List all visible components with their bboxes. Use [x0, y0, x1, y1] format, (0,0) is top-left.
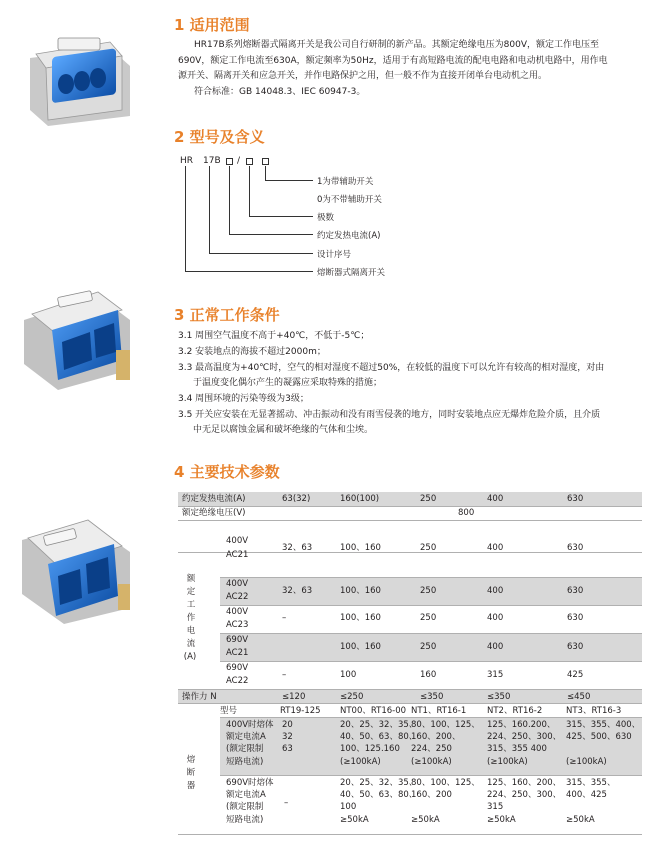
- table-cell: ≤250: [340, 692, 364, 702]
- table-cell-line: 315、355、400、: [566, 720, 641, 730]
- fuse-label: [184, 754, 198, 793]
- table-cell-line: 315、355、: [566, 778, 616, 788]
- row-insul-label: 额定绝缘电压(V): [182, 508, 246, 518]
- table-cell-line: 80、100、125、: [411, 778, 480, 788]
- intro-line-3: 源开关、隔离开关和应急开关，并作电路保护之用，但一般不作为直接开闭单台电动机之用。: [178, 71, 548, 81]
- row-insul-value: 800: [458, 508, 475, 518]
- table-cell: [487, 777, 561, 826]
- table-cell-line: (≥100kA): [340, 756, 381, 767]
- cell: 250: [420, 494, 437, 504]
- table-cell: 690V: [226, 663, 249, 673]
- condition-3-5-cont: 中无足以腐蚀金属和破坏绝缘的气体和尘埃。: [193, 425, 374, 435]
- section-3-title: 3 正常工作条件: [174, 306, 280, 324]
- table-cell-line: (≥100kA): [487, 756, 528, 767]
- table-cell: RT19-125: [280, 706, 321, 716]
- table-cell: 630: [567, 543, 584, 553]
- table-cell: 690V: [226, 635, 249, 645]
- model-desc-type: 熔断器式隔离开关: [317, 268, 386, 278]
- table-cell-line: 作: [186, 613, 196, 623]
- model-series-17b: 17B: [203, 156, 221, 166]
- table-cell: 400: [487, 586, 504, 596]
- model-slash: /: [237, 156, 241, 166]
- table-cell: AC22: [226, 676, 249, 686]
- table-cell: NT1、RT16-1: [411, 706, 467, 716]
- table-cell: 400V: [226, 579, 249, 589]
- table-cell: 250: [420, 642, 437, 652]
- table-cell-line: ≥50kA: [566, 814, 595, 825]
- cell: 630: [567, 494, 584, 504]
- table-cell: 160: [420, 670, 437, 680]
- table-cell: 630: [567, 613, 584, 623]
- model-desc-aux-1: 1为带辅助开关: [317, 177, 374, 187]
- section-2-title: 2 型号及含义: [174, 128, 265, 146]
- table-cell-line: 32: [282, 732, 293, 743]
- table-cell-line: ≥50kA: [411, 814, 440, 825]
- table-cell: AC22: [226, 592, 249, 602]
- section-4-title: 4 主要技术参数: [174, 463, 280, 481]
- table-cell-line: 额定电流A: [226, 732, 266, 743]
- cell: 400: [487, 494, 504, 504]
- table-cell-line: 短路电流): [226, 814, 264, 825]
- table-cell: [566, 777, 615, 826]
- table-cell-line: 400、425: [566, 790, 607, 801]
- table-cell-line: 315、355 400: [487, 744, 547, 755]
- table-cell: 400V: [226, 536, 249, 546]
- model-desc-aux-0: 0为不带辅助开关: [317, 195, 382, 205]
- table-cell: –: [282, 670, 287, 680]
- table-cell: 400: [487, 642, 504, 652]
- model-desc-current: 约定发热电流(A): [317, 231, 381, 241]
- table-cell: 425: [567, 670, 584, 680]
- table-cell: AC21: [226, 648, 249, 658]
- table-cell: 400: [487, 613, 504, 623]
- table-cell: 操作力 N: [182, 692, 217, 702]
- table-cell-line: 40、50、63、80、: [340, 790, 418, 801]
- table-cell-line: 20、25、32、35、: [340, 778, 418, 788]
- table-cell-line: 224、250、300、: [487, 790, 562, 801]
- table-cell: [487, 719, 561, 768]
- table-cell-line: 工: [186, 600, 196, 610]
- row-heat-label: 约定发热电流(A): [182, 494, 246, 504]
- product-photo-1: [18, 18, 136, 130]
- table-cell-line: [566, 743, 640, 755]
- table-cell: [340, 777, 417, 826]
- condition-3-2: 3.2 安装地点的海拔不超过2000m；: [178, 347, 326, 357]
- product-photo-3: [18, 512, 136, 624]
- table-cell-line: 电: [186, 626, 196, 636]
- table-cell-line: 100: [340, 802, 357, 813]
- table-cell-line: 160、200、: [411, 732, 461, 743]
- table-cell: NT3、RT16-3: [566, 706, 622, 716]
- table-cell: NT00、RT16-00: [340, 706, 407, 716]
- model-desc-poles: 极数: [317, 213, 335, 223]
- table-cell: –: [284, 798, 289, 808]
- table-cell: [226, 777, 274, 826]
- table-cell: 100、160: [340, 586, 381, 596]
- table-cell: 630: [567, 642, 584, 652]
- table-cell: AC23: [226, 620, 249, 630]
- table-cell-line: 400V时熔体: [226, 720, 274, 730]
- section-1-body: [178, 38, 638, 100]
- table-cell-line: 20、25、32、35、: [340, 720, 418, 730]
- cell: 160(100): [340, 494, 380, 504]
- table-cell-line: 额: [186, 574, 196, 584]
- table-cell-line: 额定电流A: [226, 790, 266, 801]
- table-cell-line: 224、250: [411, 744, 452, 755]
- table-cell-line: 100、125.160: [340, 744, 400, 755]
- table-cell: [340, 719, 417, 768]
- condition-3-3: 3.3 最高温度为+40℃时，空气的相对湿度不超过50%，在较低的温度下可以允许有较高的相对湿度，对由: [178, 363, 605, 373]
- table-cell-line: 125、160、200、: [487, 778, 562, 788]
- table-cell-line: 流: [186, 639, 196, 649]
- table-cell: [566, 719, 640, 768]
- table-cell: 100、160: [340, 613, 381, 623]
- intro-line-2: 690V，额定工作电流至630A，额定频率为50Hz，适用于有高短路电流的配电电路和电动机电路中，用作电: [178, 55, 608, 66]
- table-cell: [411, 719, 480, 768]
- table-cell-line: 熔: [186, 755, 196, 765]
- table-cell-line: [566, 801, 615, 813]
- table-cell: 32、63: [282, 586, 313, 596]
- table-cell: [411, 777, 480, 826]
- standards-line: 符合标准：GB 14048.3、IEC 60947-3。: [194, 86, 366, 97]
- model-prefix-hr: HR: [180, 156, 194, 166]
- table-cell-line: 690V时熔体: [226, 778, 274, 788]
- table-cell: [282, 719, 293, 756]
- table-cell-line: 定: [186, 587, 196, 597]
- table-cell: 400: [487, 543, 504, 553]
- table-cell-line: (≥100kA): [566, 756, 607, 767]
- table-cell: 32、63: [282, 543, 313, 553]
- model-box-aux: [262, 158, 269, 165]
- table-cell: 100、160: [340, 642, 381, 652]
- table-cell-line: (额定限制: [226, 802, 264, 813]
- table-cell: 250: [420, 543, 437, 553]
- table-cell-line: (A): [183, 652, 197, 662]
- table-cell: ≤350: [420, 692, 444, 702]
- table-cell-line: 160、200: [411, 790, 452, 801]
- table-cell: AC21: [226, 550, 249, 560]
- cell: 63(32): [282, 494, 311, 504]
- condition-3-1: 3.1 周围空气温度不高于+40℃，不低于-5℃；: [178, 331, 370, 341]
- condition-3-5: 3.5 开关应安装在无显著摇动、冲击振动和没有雨雪侵袭的地方，同时安装地点应无爆炸危险介质，且介质: [178, 410, 601, 420]
- table-cell-line: 器: [186, 781, 196, 791]
- table-cell-line: 425、500、630: [566, 732, 632, 743]
- table-cell-line: (≥100kA): [411, 756, 452, 767]
- table-cell-line: 短路电流): [226, 756, 264, 767]
- table-cell: 400V: [226, 607, 249, 617]
- table-cell: 型号: [220, 706, 238, 716]
- table-cell: 250: [420, 613, 437, 623]
- table-cell-line: 40、50、63、80、: [340, 732, 418, 743]
- table-cell: 100、160: [340, 543, 381, 553]
- table-cell: –: [282, 613, 287, 623]
- product-photo-2: [18, 280, 136, 392]
- table-cell-line: ≥50kA: [340, 814, 369, 825]
- table-cell-line: 20: [282, 720, 293, 730]
- table-cell-line: 断: [186, 768, 196, 778]
- table-cell-line: ≥50kA: [487, 814, 516, 825]
- model-box-current: [226, 158, 233, 165]
- table-cell-line: (额定限制: [226, 744, 264, 755]
- table-cell: 315: [487, 670, 504, 680]
- model-desc-design: 设计序号: [317, 250, 352, 260]
- condition-3-3-cont: 于温度变化偶尔产生的凝露应采取特殊的措施；: [193, 378, 383, 388]
- table-cell: ≤350: [487, 692, 511, 702]
- table-cell-line: 224、250、300、: [487, 732, 562, 743]
- table-cell-line: 315: [487, 802, 504, 813]
- table-cell-line: [411, 801, 480, 813]
- intro-line-1: HR17B系列熔断器式隔离开关是我公司自行研制的新产品。其额定绝缘电压为800V，额定工作电压至: [194, 40, 599, 50]
- table-cell: [226, 719, 274, 768]
- model-box-poles: [246, 158, 253, 165]
- table-cell: 630: [567, 586, 584, 596]
- rated-current-label: [184, 573, 198, 664]
- section-1-title: 1 适用范围: [174, 16, 250, 34]
- table-cell: 100: [340, 670, 357, 680]
- table-cell: ≤450: [567, 692, 591, 702]
- table-cell-line: 80、100、125、: [411, 720, 480, 730]
- table-cell-line: 63: [282, 744, 293, 755]
- table-cell: ≤120: [282, 692, 306, 702]
- table-cell: 250: [420, 586, 437, 596]
- table-cell-line: 125、160.200、: [487, 720, 556, 730]
- condition-3-4: 3.4 周围环境的污染等级为3级；: [178, 394, 309, 404]
- table-cell: NT2、RT16-2: [487, 706, 543, 716]
